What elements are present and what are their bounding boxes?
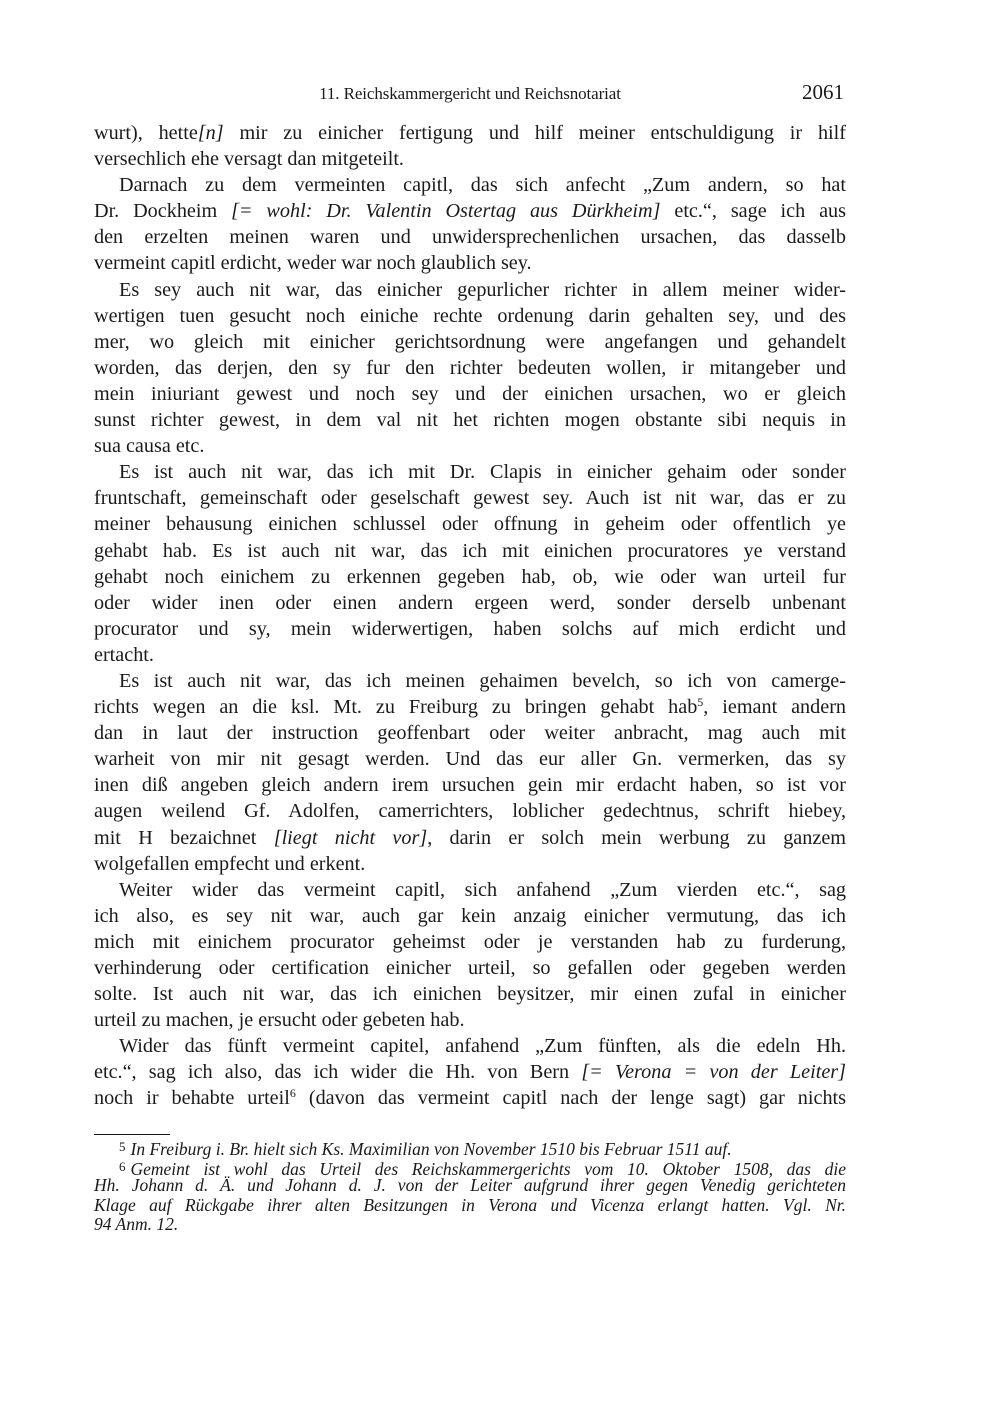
paragraph [94,459,846,668]
text-line: sunst richter gewest, in dem val nit het richten mogen obstante sibi nequis in [94,409,846,432]
text-run: noch ir behabte urteil [94,1087,290,1110]
text-line [94,1059,846,1085]
footnote-text: Gemeint ist wohl das Urteil des Reichskammergerichts vom 10. Oktober 1508, das die [130,1158,846,1179]
paragraph [94,277,846,460]
text-run: mir zu einicher fertigung und hilf meiner entschuldigung ir hilf [223,122,846,144]
text-line: Es ist auch nit war, das ich mit Dr. Clapis in einicher gehaim oder sonder [119,461,846,484]
text-line [94,120,846,146]
text-line: procurator und sy, mein widerwertigen, haben solchs auf mich erdicht und [94,617,846,640]
footnote-line: Hh. Johann d. Ä. und Johann d. J. von der Leiter aufgrund ihrer gegen Venedig gerichteten [94,1175,846,1195]
paragraph [94,877,846,1034]
text-run: mit H bezaichnet [94,826,274,849]
text-line: gehabt hab. Es ist auch nit war, das ich mit einichen procuratores ye verstand [94,539,846,562]
text-line: dan in laut der instruction geoffenbart oder weiter anbracht, mag auch mit [94,722,846,745]
text-line: Es sey auch nit war, das einicher gepurlicher richter in allem meiner wider- [119,278,846,301]
text-line: Weiter wider das vermeint capitl, sich anfahend „Zum vierden etc.“, sag [119,878,846,901]
footnote-line [94,1137,846,1157]
footnotes [94,1137,846,1235]
text-line: Darnach zu dem vermeinten capitl, das sich anfecht „Zum andern, so hat [119,174,846,197]
footnote-ref-6[interactable]: 6 [289,1086,296,1101]
text-line: Es ist auch nit war, das ich meinen gehaimen bevelch, so ich von camerge- [119,669,846,692]
paragraph [94,172,846,276]
paragraph [94,1033,846,1111]
text-line [94,1085,846,1111]
running-title: 11. Reichskammergericht und Reichsnotariat [319,84,621,103]
footnote-text: In Freiburg i. Br. hielt sich Ks. Maximilian von November 1510 bis Februar 1511 auf. [130,1139,732,1159]
footnote-5 [94,1137,846,1157]
text-line: wertigen tuen gesucht noch einiche rechte ordenung darin gehalten sey, und des [94,304,846,327]
footnote-line [94,1157,846,1177]
text-line: solte. Ist auch nit war, das ich einichen beysitzer, mir einen zufal in einicher [94,983,846,1006]
footnote-6 [94,1157,846,1235]
text-line: worden, das derjen, den sy fur den richter bedeuten wollen, ir mitangeber und [94,356,846,379]
text-line: meiner behausung einichen schlussel oder offnung in geheim oder offentlich ye [94,513,846,536]
editorial-insertion: [n] [197,122,224,144]
text-line: inen diß angeben gleich andern irem ursuchen gein mir erdacht haben, so ist vor [94,774,846,797]
footnote-line: 94 Anm. 12. [94,1214,179,1234]
footnote-separator [94,1134,170,1135]
text-line: warheit von mir nit gesagt werden. Und das eur aller Gn. vermerken, das sy [94,748,846,771]
footnote-number: 6 [119,1158,126,1174]
text-line: mer, wo gleich mit einicher gerichtsordnung were angefangen und gehandelt [94,330,846,353]
text-line: vermeint capitl erdicht, weder war noch glaublich sey. [94,252,532,275]
text-line [94,825,846,851]
editorial-note: [liegt nicht vor] [273,826,428,849]
page-header [94,80,846,108]
text-run: , iemant andern [703,696,847,719]
text-line [94,694,846,720]
text-run: , darin er solch mein werbung zu ganzem [427,826,846,849]
text-line: verhinderung oder certification einicher urteil, so gefallen oder gegeben werden [94,957,846,979]
text-line: gehabt noch einichem zu erkennen gegeben hab, ob, wie oder wan urteil fur [94,565,846,588]
footnote-ref-5[interactable]: 5 [697,695,704,710]
footnote-number: 5 [119,1139,126,1154]
editorial-note: [= wohl: Dr. Valentin Ostertag aus Dürkheim] [231,200,661,223]
paragraph [94,668,846,877]
text-line: fruntschaft, gemeinschaft oder geselschaft gewest sey. Auch ist nit war, das er zu [94,487,846,510]
text-line: wolgefallen empfecht und erkent. [94,852,366,875]
page-number: 2061 [802,80,844,104]
text-run: Dr. Dockheim [94,200,232,223]
editorial-note: [= Verona = von der Leiter] [581,1061,846,1084]
text-line: oder wider inen oder einen andern ergeen werd, sonder derselb unbenant [94,591,846,614]
text-line: mich mit einichem procurator geheimst oder je verstanden hab zu furderung, [94,930,846,953]
text-line: augen weilend Gf. Adolfen, camerrichters, loblicher gedechtnus, schrift hiebey, [94,800,846,823]
text-line: ertacht. [94,643,154,666]
text-line [94,198,846,224]
footnote-line: Klage auf Rückgabe ihrer alten Besitzungen in Verona und Vicenza erlangt hatten. Vgl. Nr. [94,1194,846,1215]
text-line: urteil zu machen, je ersucht oder gebeten hab. [94,1009,465,1032]
text-line: ich also, es sey nit war, auch gar kein anzaig einicher vermutung, das ich [94,904,846,927]
text-line: Wider das fünft vermeint capitel, anfahend „Zum fünften, als die edeln Hh. [119,1035,846,1058]
paragraph [94,120,846,172]
text-run: wurt), hette [94,122,198,144]
text-run: richts wegen an die ksl. Mt. zu Freiburg zu bringen gehabt hab [94,696,698,719]
text-line: versechlich ehe versagt dan mitgeteilt. [94,148,404,171]
text-line: sua causa etc. [94,435,205,458]
text-line: mein iniuriant gewest und noch sey und der einichen ursachen, wo er gleich [94,382,846,405]
text-line: den erzelten meinen waren und unwidersprechenlichen ursachen, das dasselb [94,226,846,249]
text-run: etc.“, sage ich aus [660,200,847,223]
body-text [94,120,846,1112]
text-run: (davon das vermeint capitl nach der lenge sagt) gar nichts [295,1087,846,1110]
text-run: etc.“, sag ich also, das ich wider die Hh. von Bern [94,1061,582,1084]
